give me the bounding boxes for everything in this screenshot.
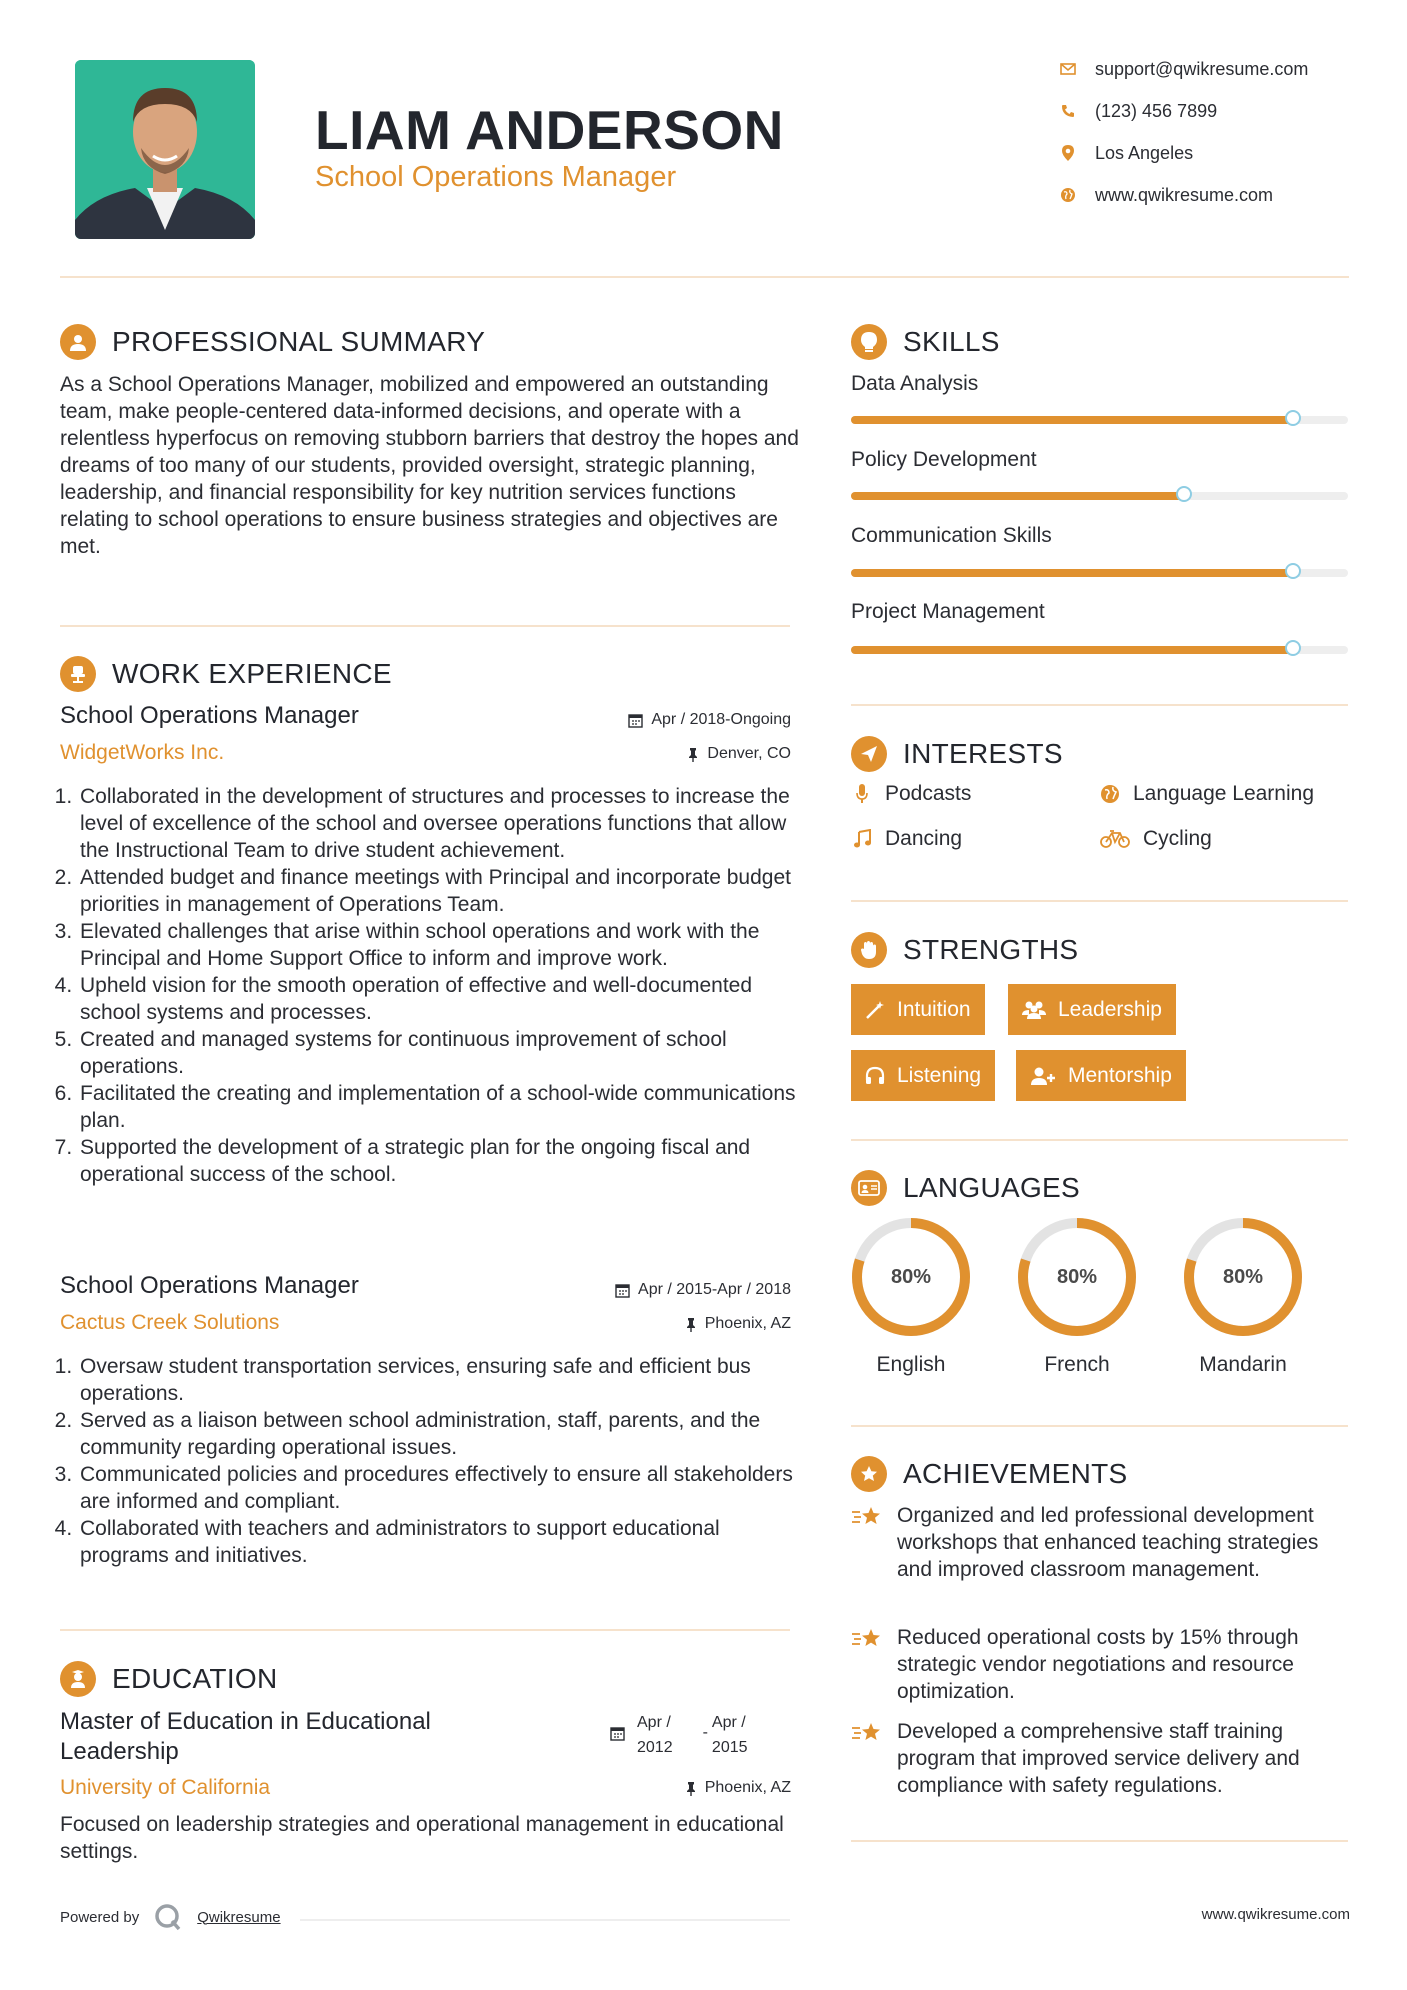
list-item: 4. Upheld vision for the smooth operation of effective and well-documented school systems and processes. (78, 972, 808, 1026)
lightbulb-icon (851, 324, 887, 360)
education-heading (60, 1661, 278, 1697)
map-pin-icon (1055, 145, 1081, 161)
shooting-star-icon (851, 1502, 887, 1583)
interest-label: Dancing (885, 827, 963, 850)
contact-email[interactable] (1055, 54, 1308, 84)
bicycle-icon (1099, 830, 1131, 848)
qwikresume-logo-icon (153, 1902, 183, 1932)
language-name: Mandarin (1199, 1353, 1287, 1376)
job-bullets (60, 783, 808, 1188)
skill-bar-knob (1285, 410, 1301, 426)
calendar-icon (628, 713, 643, 728)
strength-tag-leadership (1008, 984, 1176, 1035)
briefcase-chair-icon (60, 656, 96, 692)
strength-label: Listening (897, 1063, 982, 1087)
interests-divider (851, 900, 1348, 902)
languages-heading-text: LANGUAGES (903, 1172, 1080, 1203)
interest-label: Language Learning (1133, 782, 1315, 805)
calendar-icon (615, 1283, 630, 1298)
degree-title (60, 1707, 431, 1767)
list-item: 5. Created and managed systems for continuous improvement of school operations. (78, 1026, 808, 1080)
list-item: 2. Served as a liaison between school administration, staff, parents, and the community regarding operational issues. (78, 1407, 808, 1461)
interest-label: Cycling (1143, 827, 1212, 850)
interest-podcasts (851, 782, 971, 806)
list-item: 3. Elevated challenges that arise within school operations and work with the Principal and Home Support Office to inform and improve work. (78, 918, 808, 972)
strength-label: Mentorship (1068, 1063, 1172, 1087)
skills-heading-text: SKILLS (903, 326, 1000, 357)
list-item: 7. Supported the development of a strategic plan for the ongoing fiscal and operational success of the school. (78, 1134, 808, 1188)
skill-bar (851, 569, 1348, 577)
summary-heading-text: PROFESSIONAL SUMMARY (112, 326, 486, 357)
calendar-icon (610, 1726, 625, 1741)
job-location-text: Denver, CO (707, 745, 791, 762)
language-name: French (1044, 1353, 1110, 1376)
skill-bar-fill (851, 416, 1293, 424)
achievements-heading (851, 1456, 1128, 1492)
contact-website[interactable] (1055, 180, 1273, 210)
achievements-divider (851, 1840, 1348, 1842)
education-school: University of California (60, 1776, 271, 1799)
strength-tag-mentorship (1016, 1050, 1186, 1101)
language-percent: 80% (890, 1265, 932, 1288)
skills-divider (851, 704, 1348, 706)
contact-email-text: support@qwikresume.com (1095, 58, 1309, 79)
raised-hand-icon (851, 932, 887, 968)
users-icon (1022, 1000, 1046, 1020)
powered-by-text: Powered by (60, 1908, 140, 1926)
globe-icon (1055, 187, 1081, 203)
list-item: 4. Collaborated with teachers and administrators to support educational programs and initiatives. (78, 1515, 808, 1569)
job-dates (628, 711, 791, 729)
strength-tag-intuition (851, 984, 985, 1035)
skill-bar-fill (851, 646, 1293, 654)
star-badge-icon (851, 1456, 887, 1492)
job-dates-text: Apr / 2018-Ongoing (651, 711, 791, 728)
footer-website[interactable]: www.qwikresume.com (1201, 1906, 1350, 1923)
job-bullets (60, 1353, 808, 1569)
user-icon (60, 324, 96, 360)
graduate-icon (60, 1661, 96, 1697)
achievement-item (851, 1502, 1348, 1583)
languages-heading (851, 1170, 1080, 1206)
skill-bar (851, 646, 1348, 654)
language-mandarin (1181, 1215, 1305, 1376)
contact-phone-text: (123) 456 7899 (1095, 100, 1218, 121)
skills-heading (851, 324, 1000, 360)
language-french (1015, 1215, 1139, 1376)
education-start-month: Apr / (637, 1714, 671, 1731)
list-item: 1. Collaborated in the development of structures and processes to increase the level of excellence of the school and oversee operations functions that allow the Instructional Team to drive student achievement. (78, 783, 808, 864)
education-dates (610, 1710, 748, 1760)
experience-divider (60, 1629, 790, 1631)
skill-bar-knob (1285, 563, 1301, 579)
education-date-dash: - (702, 1724, 708, 1741)
job-location-text: Phoenix, AZ (704, 1315, 791, 1332)
strength-tag-listening (851, 1050, 995, 1101)
skill-bar-fill (851, 492, 1184, 500)
skill-bar-fill (851, 569, 1293, 577)
languages-divider (851, 1425, 1348, 1427)
candidate-name: LIAM ANDERSON (315, 99, 784, 161)
globe-icon (1099, 784, 1121, 804)
contact-location-text: Los Angeles (1095, 142, 1194, 163)
strengths-divider (851, 1139, 1348, 1141)
achievement-item (851, 1624, 1348, 1705)
summary-text: As a School Operations Manager, mobilized and empowered an outstanding team, make people-centered data-informed decisions, and operate with a relentless hyperfocus on removing stubborn barriers that destroy the hopes and dreams of too many of our students, provided oversight, strategic planning, leadership, and financial responsibility for key nutrition services functions relating to school operations to ensure business strategies and objectives are met. (60, 373, 799, 558)
envelope-icon (1055, 63, 1081, 75)
job-dates (615, 1281, 791, 1299)
education-location (685, 1779, 791, 1797)
job-title: School Operations Manager (60, 1272, 359, 1299)
list-item: 6. Facilitated the creating and implementation of a school-wide communications plan. (78, 1080, 808, 1134)
experience-heading-text: WORK EXPERIENCE (112, 658, 392, 689)
achievement-text: Developed a comprehensive staff training program that improved service delivery and compliance with safety regulations. (897, 1720, 1300, 1797)
education-heading-text: EDUCATION (112, 1663, 278, 1694)
education-end-month: Apr / (711, 1714, 746, 1731)
experience-heading (60, 656, 392, 692)
headphones-icon (865, 1066, 885, 1086)
strengths-heading-text: STRENGTHS (903, 934, 1079, 965)
contact-phone[interactable] (1055, 96, 1217, 126)
achievements-heading-text: ACHIEVEMENTS (903, 1458, 1128, 1489)
shooting-star-icon (851, 1624, 887, 1705)
magic-wand-icon (865, 1000, 885, 1020)
header-divider (60, 276, 1349, 278)
education-location-text: Phoenix, AZ (704, 1779, 791, 1796)
microphone-icon (851, 784, 873, 804)
interest-language-learning (1099, 782, 1314, 806)
education-start-year: 2012 (637, 1739, 673, 1756)
education-description: Focused on leadership strategies and operational management in educational settings. (60, 1813, 784, 1863)
skill-bar (851, 416, 1348, 424)
interests-heading (851, 736, 1063, 772)
language-english (849, 1215, 973, 1376)
interests-heading-text: INTERESTS (903, 738, 1063, 769)
job-location (685, 1315, 791, 1333)
id-card-icon (851, 1170, 887, 1206)
degree-line-1: Master of Education in Educational (60, 1708, 431, 1735)
strengths-heading (851, 932, 1078, 968)
skill-label: Communication Skills (851, 524, 1052, 547)
job-company: Cactus Creek Solutions (60, 1311, 280, 1334)
strength-label: Leadership (1058, 997, 1162, 1021)
paper-plane-icon (851, 736, 887, 772)
list-item: 2. Attended budget and finance meetings with Principal and incorporate budget priorities in management of Operations Team. (78, 864, 808, 918)
achievement-item (851, 1718, 1348, 1799)
job-company: WidgetWorks Inc. (60, 741, 225, 764)
list-item: 3. Communicated policies and procedures effectively to ensure all stakeholders are informed and compliant. (78, 1461, 808, 1515)
education-end-year: 2015 (711, 1739, 748, 1756)
skill-label: Policy Development (851, 448, 1037, 471)
summary-divider (60, 625, 790, 627)
pushpin-icon (687, 747, 699, 762)
candidate-title: School Operations Manager (315, 161, 677, 193)
skill-bar-knob (1285, 640, 1301, 656)
summary-heading (60, 324, 485, 360)
skill-bar (851, 492, 1348, 500)
job-title: School Operations Manager (60, 702, 359, 729)
degree-line-2: Leadership (60, 1738, 179, 1765)
footer-divider (300, 1919, 790, 1921)
list-item: 1. Oversaw student transportation services, ensuring safe and efficient bus operations. (78, 1353, 808, 1407)
pushpin-icon (685, 1317, 697, 1332)
interest-label: Podcasts (885, 782, 972, 805)
language-name: English (876, 1353, 946, 1376)
shooting-star-icon (851, 1718, 887, 1799)
user-plus-icon (1030, 1066, 1056, 1086)
contact-location (1055, 138, 1193, 168)
skill-label: Project Management (851, 600, 1045, 623)
job-location (687, 745, 791, 763)
language-percent: 80% (1222, 1265, 1264, 1288)
skill-label: Data Analysis (851, 372, 979, 395)
contact-website-text: www.qwikresume.com (1095, 184, 1274, 205)
footer-powered-by (60, 1902, 281, 1932)
qwikresume-link[interactable]: Qwikresume (197, 1908, 281, 1926)
interest-dancing (851, 827, 962, 851)
profile-photo (75, 60, 255, 239)
pushpin-icon (685, 1781, 697, 1796)
achievement-text: Organized and led professional development workshops that enhanced teaching strategies and improved classroom management. (897, 1504, 1319, 1581)
strength-label: Intuition (897, 997, 971, 1021)
phone-icon (1055, 104, 1081, 118)
skill-bar-knob (1176, 486, 1192, 502)
job-dates-text: Apr / 2015-Apr / 2018 (638, 1281, 791, 1298)
interest-cycling (1099, 827, 1212, 851)
achievement-text: Reduced operational costs by 15% through strategic vendor negotiations and resource optimization. (897, 1626, 1299, 1703)
music-note-icon (851, 829, 873, 849)
language-percent: 80% (1056, 1265, 1098, 1288)
